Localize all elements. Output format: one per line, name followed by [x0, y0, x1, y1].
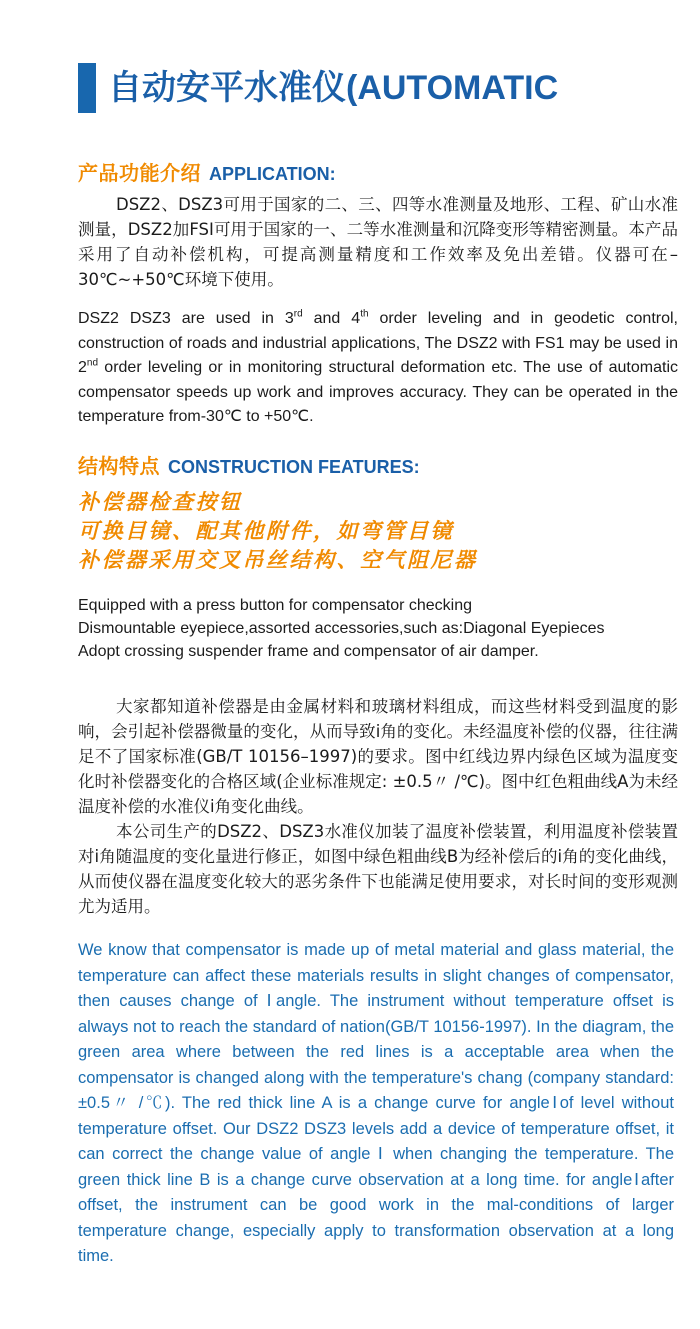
application-paragraph-cn-text: DSZ2、DSZ3可用于国家的二、三、四等水准测量及地形、工程、矿山水准测量，DSZ2加FSI可用于国家的一、二等水准测量和沉降变形等精密测量。本产品采用了自动补偿机构，可提高测量精度和工作效率及免出差错。仪器可在–30℃~+50℃环境下使用。	[78, 195, 678, 289]
application-paragraph-cn	[78, 192, 678, 292]
description-paragraph-cn-2	[78, 819, 678, 919]
feature-line-cn: 补偿器检查按钮	[78, 489, 243, 514]
application-paragraph-en	[78, 307, 678, 430]
construction-heading-en: CONSTRUCTION FEATURES:	[168, 457, 420, 477]
description-paragraph-en	[78, 938, 674, 1270]
application-heading-en: APPLICATION:	[209, 164, 336, 184]
construction-heading	[78, 450, 420, 479]
construction-feature-list-en	[78, 594, 678, 663]
title-spacer	[96, 63, 108, 113]
construction-feature-list-cn	[78, 487, 678, 574]
feature-line-en: Adopt crossing suspender frame and compensator of air damper.	[78, 643, 539, 660]
page-title-banner	[78, 63, 700, 113]
page-title: 自动安平水准仪(AUTOMATIC	[108, 69, 559, 107]
application-heading-cn: 产品功能介绍	[78, 163, 201, 185]
application-en-sup-1: rd	[293, 308, 303, 320]
description-paragraph-en-text: We know that compensator is made up of metal material and glass material, the temperature can affect these materials results in slight changes of compensator, then causes change of Ⅰangle. The instrument without temperature offset is always not to reach the standard of nation(GB/T 10156-1997). In the diagram, the green area where between the red lines is a acceptable area when the compensator is changed along with the temperature's chang (company standard:±0.5〃 /℃). The red thick line A is a change curve for angleⅠof level without temperature offset. Our DSZ2 DSZ3 levels add a device of temperature offset, it can correct the change value of angle Ⅰ when changing the temperature. The green thick line B is a change curve observation at a long time. for angleⅠafter offset, the instrument can be good work in the mal-conditions of larger temperature change, especially apply to transformation observation at a long time.	[78, 941, 674, 1265]
feature-line-cn: 补偿器采用交叉吊丝结构、空气阻尼器	[78, 547, 478, 572]
construction-heading-cn: 结构特点	[78, 456, 160, 478]
application-en-seg-2: and 4	[302, 310, 361, 327]
feature-line-en: Dismountable eyepiece,assorted accessories,such as:Diagonal Eyepieces	[78, 620, 605, 637]
description-paragraph-cn-2-text: 本公司生产的DSZ2、DSZ3水准仪加装了温度补偿装置，利用温度补偿装置对i角随温度的变化量进行修正，如图中绿色粗曲线B为经补偿后的i角的变化曲线，从而使仪器在温度变化较大的恶劣条件下也能满足使用要求，对长时间的变形观测尤为适用。	[78, 822, 678, 916]
application-en-seg-3: order leveling and in geodetic control, construction of roads and industrial applications, The DSZ2 with FS1 may be used in 2	[78, 310, 679, 376]
description-paragraph-cn-1	[78, 694, 678, 819]
application-en-seg-1: DSZ2 DSZ3 are used in 3	[78, 310, 294, 327]
title-accent-bar	[78, 63, 96, 113]
feature-line-cn: 可换目镜、配其他附件，如弯管目镜	[78, 518, 454, 543]
application-en-sup-2: th	[360, 308, 369, 320]
application-en-sup-3: nd	[86, 357, 99, 369]
application-en-seg-4: order leveling or in monitoring structural deformation etc. The use of automatic compensator speeds up work and improves accuracy. They can be operated in the temperature from-30℃ to +50℃.	[78, 359, 678, 425]
feature-line-en: Equipped with a press button for compensator checking	[78, 597, 473, 614]
application-heading	[78, 157, 336, 186]
description-paragraph-cn-1-text: 大家都知道补偿器是由金属材料和玻璃材料组成，而这些材料受到温度的影响，会引起补偿器微量的变化，从而导致i角的变化。未经温度补偿的仪器，往往满足不了国家标准(GB/T 10156–1997)的要求。图中红线边界内绿色区域为温度变化时补偿器变化的合格区域(企业标准规定: ±0.5〃 /℃)。图中红色粗曲线A为未经温度补偿的水准仪i角变化曲线。	[78, 697, 678, 816]
